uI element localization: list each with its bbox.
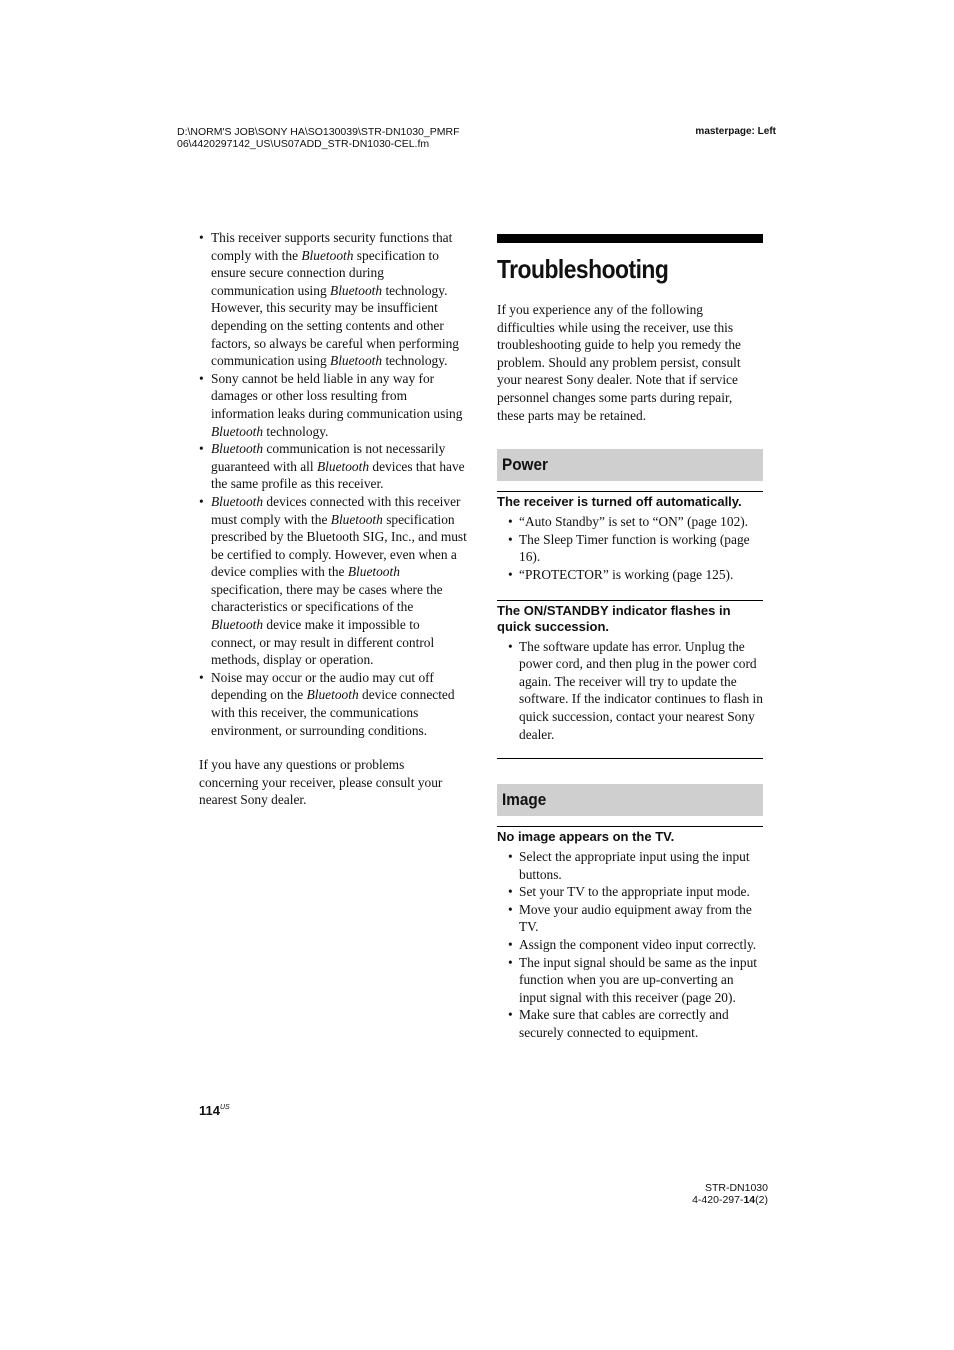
masterpage-label: masterpage: Left xyxy=(695,126,776,137)
list-item: • The software update has error. Unplug the power cord, and then plug in the power cord again. The receiver will try to update the software. If the indicator continues to flash in quick succession, contact your nearest Sony dealer. xyxy=(508,638,763,744)
issue-title: The ON/STANDBY indicator flashes in quick succession. xyxy=(497,602,731,634)
file-path-header xyxy=(177,126,459,150)
section-power xyxy=(497,449,763,759)
issue-rule xyxy=(497,600,763,601)
text-run: technology. xyxy=(382,353,448,369)
text-run: devices that have the same profile as this receiver. xyxy=(211,458,465,492)
italic-term: Bluetooth xyxy=(211,493,264,509)
italic-term: Bluetooth xyxy=(211,441,264,457)
page-title: Troubleshooting xyxy=(497,254,669,284)
issue-no-image xyxy=(497,829,763,1042)
right-column xyxy=(497,234,763,1042)
title-bar xyxy=(497,234,763,243)
page-number-suffix: US xyxy=(219,1104,230,1111)
file-path-line-2: 06\4420297142_US\US07ADD_STR-DN1030-CEL.fm xyxy=(177,138,430,150)
list-item: • The Sleep Timer function is working (page 16). xyxy=(508,531,763,566)
list-item: • Select the appropriate input using the input buttons. xyxy=(508,848,763,883)
italic-term: Bluetooth xyxy=(211,423,264,439)
list-item: • Assign the component video input correctly. xyxy=(508,936,763,954)
italic-term: Bluetooth xyxy=(316,458,370,474)
issue-title: The receiver is turned off automatically. xyxy=(497,494,742,510)
text-run: This receiver supports security functions that comply with the xyxy=(211,230,453,263)
issue-title: No image appears on the TV. xyxy=(497,829,675,845)
model-number: STR-DN1030 xyxy=(704,1182,768,1194)
text-run: technology. xyxy=(263,423,329,439)
text-run: device connected with this receiver, the communications environment, or surrounding conditions. xyxy=(211,687,455,738)
file-path-line-1: D:\NORM'S JOB\SONY HA\SO130039\STR-DN1030_PMRF xyxy=(177,126,460,138)
section-rule xyxy=(497,491,763,492)
text-run: device make it impossible to connect, or may result in different control methods, display or operation. xyxy=(211,617,435,668)
italic-term: Bluetooth xyxy=(301,247,354,263)
list-item: • Move your audio equipment away from the TV. xyxy=(508,901,763,936)
list-item: • “Auto Standby” is set to “ON” (page 102). xyxy=(508,513,763,531)
italic-term: Bluetooth xyxy=(306,687,359,703)
left-column xyxy=(199,229,467,809)
issue-solutions-list xyxy=(497,513,763,583)
page-number xyxy=(199,1103,230,1118)
part-number-prefix: 4-420-297- xyxy=(692,1194,744,1206)
list-item xyxy=(199,229,467,370)
text-run: Sony cannot be held liable in any way for damages or other loss resulting from information leaks during communication using xyxy=(211,370,463,421)
document-code-footer xyxy=(692,1182,768,1206)
text-run: specification to ensure secure connection during communication using xyxy=(211,247,439,298)
section-rule xyxy=(497,826,763,827)
issue-solutions-list xyxy=(497,638,763,744)
italic-term: Bluetooth xyxy=(330,353,383,369)
part-number-bold: 14 xyxy=(743,1194,756,1206)
italic-term: Bluetooth xyxy=(211,617,264,633)
list-item: • The input signal should be same as the input function when you are up-converting an input signal with this receiver (page 20). xyxy=(508,954,763,1007)
text-run: specification, there may be cases where the characteristics or specifications of the xyxy=(211,581,443,615)
intro-paragraph: If you experience any of the following difficulties while using the receiver, use this troubleshooting guide to help you remedy the problem. Should any problem persist, consult your nearest Sony dealer. Note that if service personnel changes some parts during repair, these parts may be retained. xyxy=(497,302,741,423)
part-number xyxy=(692,1194,768,1206)
bluetooth-notes-list xyxy=(199,229,467,739)
text-run: Noise may occur or the audio may cut off depending on the xyxy=(211,669,434,703)
part-number-suffix: (2) xyxy=(755,1194,768,1206)
section-end-rule xyxy=(497,758,763,759)
text-run: specification prescribed by the Bluetooth SIG, Inc., and must be certified to comply. However, even when a device complies with the xyxy=(211,511,467,580)
list-item xyxy=(199,370,467,440)
list-item: • Set your TV to the appropriate input mode. xyxy=(508,883,763,901)
list-item xyxy=(199,493,467,669)
list-item xyxy=(199,669,467,739)
list-item xyxy=(199,440,467,493)
issue-receiver-turned-off xyxy=(497,494,763,583)
italic-term: Bluetooth xyxy=(347,564,400,580)
section-heading-label: Image xyxy=(502,790,547,810)
list-item: • “PROTECTOR” is working (page 125). xyxy=(508,566,763,584)
issue-indicator-flashes xyxy=(497,603,763,744)
text-run: technology. However, this security may be insufficient depending on the setting contents and other factors, so always be careful when performing communication using xyxy=(211,282,460,369)
text-run: communication is not necessarily guaranteed with all xyxy=(211,441,446,474)
section-heading-image xyxy=(497,784,763,816)
italic-term: Bluetooth xyxy=(330,511,383,527)
italic-term: Bluetooth xyxy=(330,282,383,298)
section-heading-power xyxy=(497,449,763,481)
issue-solutions-list xyxy=(497,848,763,1042)
text-run: devices connected with this receiver must comply with the xyxy=(211,493,461,527)
closing-paragraph: If you have any questions or problems concerning your receiver, please consult your nearest Sony dealer. xyxy=(199,757,443,808)
section-image xyxy=(497,784,763,1042)
page-number-value: 114 xyxy=(199,1103,220,1118)
list-item: • Make sure that cables are correctly and securely connected to equipment. xyxy=(508,1006,763,1041)
section-heading-label: Power xyxy=(502,455,548,475)
